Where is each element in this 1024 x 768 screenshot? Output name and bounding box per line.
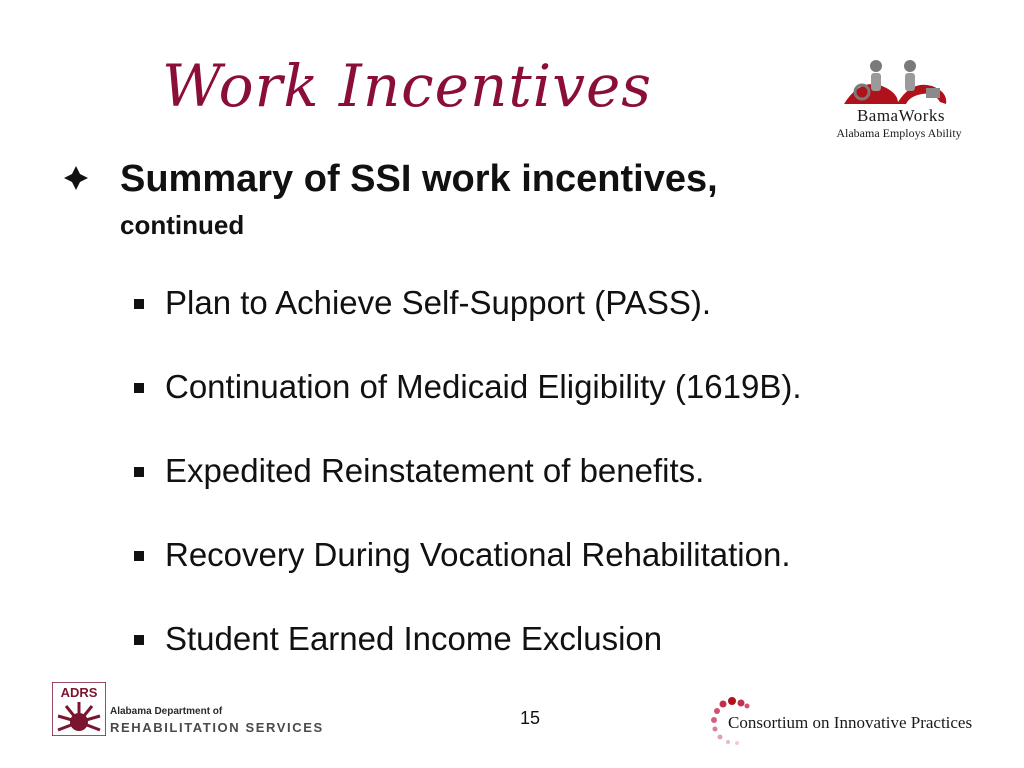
list-item-text: Plan to Achieve Self-Support (PASS).	[165, 284, 711, 321]
adrs-name-line2: REHABILITATION SERVICES	[110, 720, 324, 735]
adrs-logo-icon	[52, 682, 106, 736]
list-item-text: Continuation of Medicaid Eligibility (1619B).	[165, 368, 802, 405]
bamaworks-tagline: Alabama Employs Ability	[836, 126, 962, 140]
section-heading: Summary of SSI work incentives,	[120, 158, 718, 200]
list-item-text: Expedited Reinstatement of benefits.	[165, 452, 705, 489]
cip-name: Consortium on Innovative Practices	[728, 713, 973, 732]
list-item-text: Recovery During Vocational Rehabilitation.	[165, 536, 791, 573]
square-bullet-icon	[134, 551, 144, 561]
slide-title: Work Incentives	[162, 52, 653, 120]
bamaworks-name: BamaWorks	[856, 106, 946, 125]
section-subheading: continued	[120, 210, 245, 240]
square-bullet-icon	[134, 635, 144, 645]
list-item-text: Student Earned Income Exclusion	[165, 620, 663, 657]
page-number: 15	[519, 708, 541, 728]
square-bullet-icon	[134, 299, 144, 309]
diamond-bullet-icon	[62, 164, 90, 192]
adrs-mark: ADRS	[60, 685, 98, 700]
square-bullet-icon	[134, 467, 144, 477]
adrs-name-line1: Alabama Department of	[110, 706, 223, 717]
square-bullet-icon	[134, 383, 144, 393]
